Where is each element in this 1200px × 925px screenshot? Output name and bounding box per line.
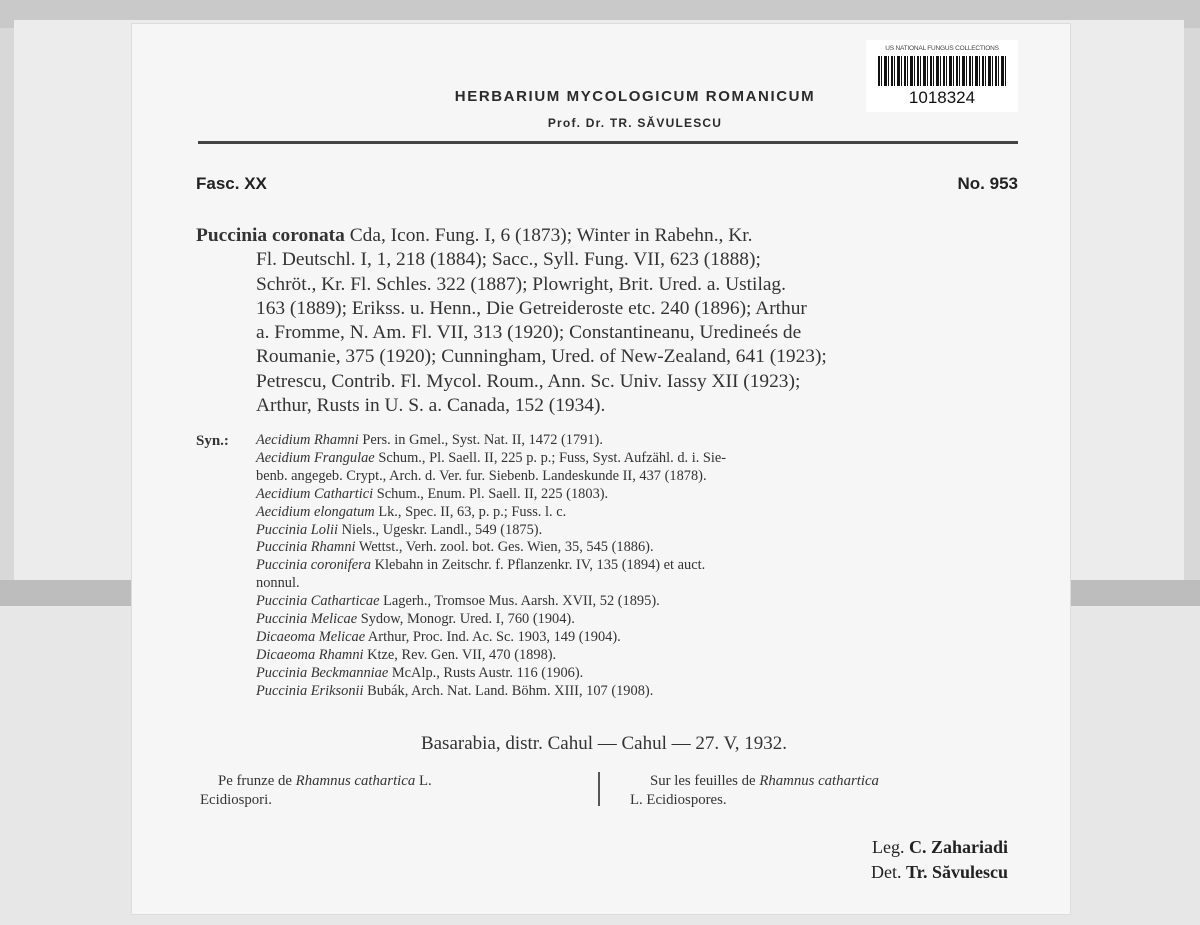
host-divider [598, 772, 600, 806]
barcode-caption: US NATIONAL FUNGUS COLLECTIONS [885, 45, 999, 52]
synonym-ref: Bubák, Arch. Nat. Land. Böhm. XIII, 107 (1908). [367, 682, 654, 699]
determinavit-name: Tr. Săvulescu [905, 862, 1008, 882]
species-line: Petrescu, Contrib. Fl. Mycol. Roum., Ann. Sc. Univ. Iassy XII (1923); [256, 370, 801, 392]
synonyms-label: Syn.: [196, 433, 229, 449]
synonym-ref: Lk., Spec. II, 63, p. p.; Fuss. l. c. [378, 503, 567, 520]
determinavit-prefix: Det. [870, 862, 902, 882]
synonym-ref: Lagerh., Tromsoe Mus. Aarsh. XVII, 52 (1895). [383, 593, 660, 610]
host-fr-prefix: Sur les feuilles de [650, 773, 756, 789]
host-fr-line-1 [630, 772, 1020, 791]
species-line: Roumanie, 375 (1920); Cunningham, Ured. of New-Zealand, 641 (1923); [256, 346, 827, 368]
collector-block [871, 835, 1008, 885]
synonym-name: Dicaeoma Rhamni [256, 646, 364, 663]
barcode-number: 1018324 [908, 88, 976, 107]
species-name: Puccinia coronata [196, 225, 345, 246]
synonym-name: Aecidium Cathartici [256, 485, 374, 502]
synonym-ref: Niels., Ugeskr. Landl., 549 (1875). [341, 521, 543, 538]
fascicle: Fasc. XX [196, 174, 267, 193]
host-romanian [200, 772, 580, 810]
synonym-name: Puccinia Eriksonii [256, 682, 364, 699]
synonym-name: Aecidium elongatum [256, 503, 375, 520]
species-text: Cda, Icon. Fung. I, 6 (1873); Winter in Rabehn., Kr. [349, 225, 753, 246]
synonym-name: Puccinia coronifera [256, 557, 371, 574]
synonym-ref: McAlp., Rusts Austr. 116 (1906). [391, 664, 584, 681]
synonym-ref: benb. angegeb. Crypt., Arch. d. Ver. fur. Siebenb. Landeskunde II, 437 (1878). [256, 467, 707, 484]
specimen-number: No. 953 [957, 174, 1018, 193]
species-citation [196, 224, 1022, 418]
synonym-ref: Klebahn in Zeitschr. f. Pflanzenkr. IV, 135 (1894) et auct. [374, 557, 706, 574]
synonym-item [256, 683, 1026, 701]
synonym-ref: Pers. in Gmel., Syst. Nat. II, 1472 (1791). [362, 432, 603, 448]
barcode-bars [878, 56, 1008, 86]
synonym-item [256, 557, 1026, 575]
determinavit-line [871, 860, 1008, 885]
synonym-item [256, 575, 1026, 593]
synonym-item [256, 522, 1026, 540]
synonym-name: Puccinia Rhamni [256, 539, 356, 556]
species-line-1 [196, 224, 1022, 248]
synonym-item [256, 593, 1026, 611]
host-ro-stage: Ecidiospori. [200, 792, 272, 808]
synonym-name: Puccinia Catharticae [256, 593, 380, 610]
species-line: Arthur, Rusts in U. S. a. Canada, 152 (1934). [256, 395, 606, 417]
herbarium-subtitle: Prof. Dr. TR. SĂVULESCU [547, 116, 723, 130]
synonym-item [256, 665, 1026, 683]
legit-prefix: Leg. [871, 837, 905, 857]
host-fr-line-2: L. Ecidiospores. [630, 792, 727, 808]
synonym-item [256, 450, 1026, 468]
synonym-ref: Schum., Enum. Pl. Saell. II, 225 (1803). [376, 485, 609, 502]
synonym-name: Puccinia Melicae [256, 611, 358, 628]
synonym-item [256, 468, 1026, 486]
host-ro-prefix: Pe frunze de [218, 773, 292, 789]
header-rule [198, 141, 1018, 144]
synonym-name: Puccinia Lolii [256, 521, 338, 538]
synonym-item [256, 486, 1026, 504]
synonym-item [256, 539, 1026, 557]
synonym-name: Puccinia Beckmanniae [256, 664, 389, 681]
synonym-ref: Wettst., Verh. zool. bot. Ges. Wien, 35, 545 (1886). [358, 539, 654, 556]
synonyms-list [256, 432, 1026, 701]
synonym-ref: Ktze, Rev. Gen. VII, 470 (1898). [367, 646, 557, 663]
synonym-name: Dicaeoma Melicae [256, 628, 366, 645]
synonym-ref: Arthur, Proc. Ind. Ac. Sc. 1903, 149 (1904). [367, 628, 621, 645]
synonym-item [256, 611, 1026, 629]
locality: Basarabia, distr. Cahul — Cahul — 27. V, 1932. [420, 733, 788, 754]
species-line: Schröt., Kr. Fl. Schles. 322 (1887); Plowright, Brit. Ured. a. Ustilag. [256, 273, 786, 295]
host-ro-line-1 [200, 772, 580, 791]
synonym-item [256, 432, 1026, 450]
legit-line [871, 835, 1008, 860]
legit-name: C. Zahariadi [908, 837, 1008, 857]
synonym-ref: nonnul. [256, 575, 300, 592]
species-line: a. Fromme, N. Am. Fl. VII, 313 (1920); Constantineanu, Uredineés de [256, 322, 802, 344]
synonym-name: Aecidium Frangulae [256, 449, 375, 466]
host-ro-plant: Rhamnus cathartica [295, 773, 416, 789]
synonym-name: Aecidium Rhamni [256, 432, 359, 448]
synonym-item [256, 629, 1026, 647]
species-line: Fl. Deutschl. I, 1, 218 (1884); Sacc., Syll. Fung. VII, 623 (1888); [256, 249, 761, 271]
synonym-ref: Schum., Pl. Saell. II, 225 p. p.; Fuss, Syst. Aufzähl. d. i. Sie- [378, 449, 727, 466]
host-ro-suffix: L. [418, 773, 432, 789]
host-fr-plant: Rhamnus cathartica [759, 773, 879, 789]
synonym-ref: Sydow, Monogr. Ured. I, 760 (1904). [360, 611, 575, 628]
synonym-item [256, 504, 1026, 522]
herbarium-title: HERBARIUM MYCOLOGICUM ROMANICUM [454, 88, 816, 105]
species-line: 163 (1889); Erikss. u. Henn., Die Getreideroste etc. 240 (1896); Arthur [256, 297, 807, 319]
host-french [630, 772, 1020, 810]
synonym-item [256, 647, 1026, 665]
